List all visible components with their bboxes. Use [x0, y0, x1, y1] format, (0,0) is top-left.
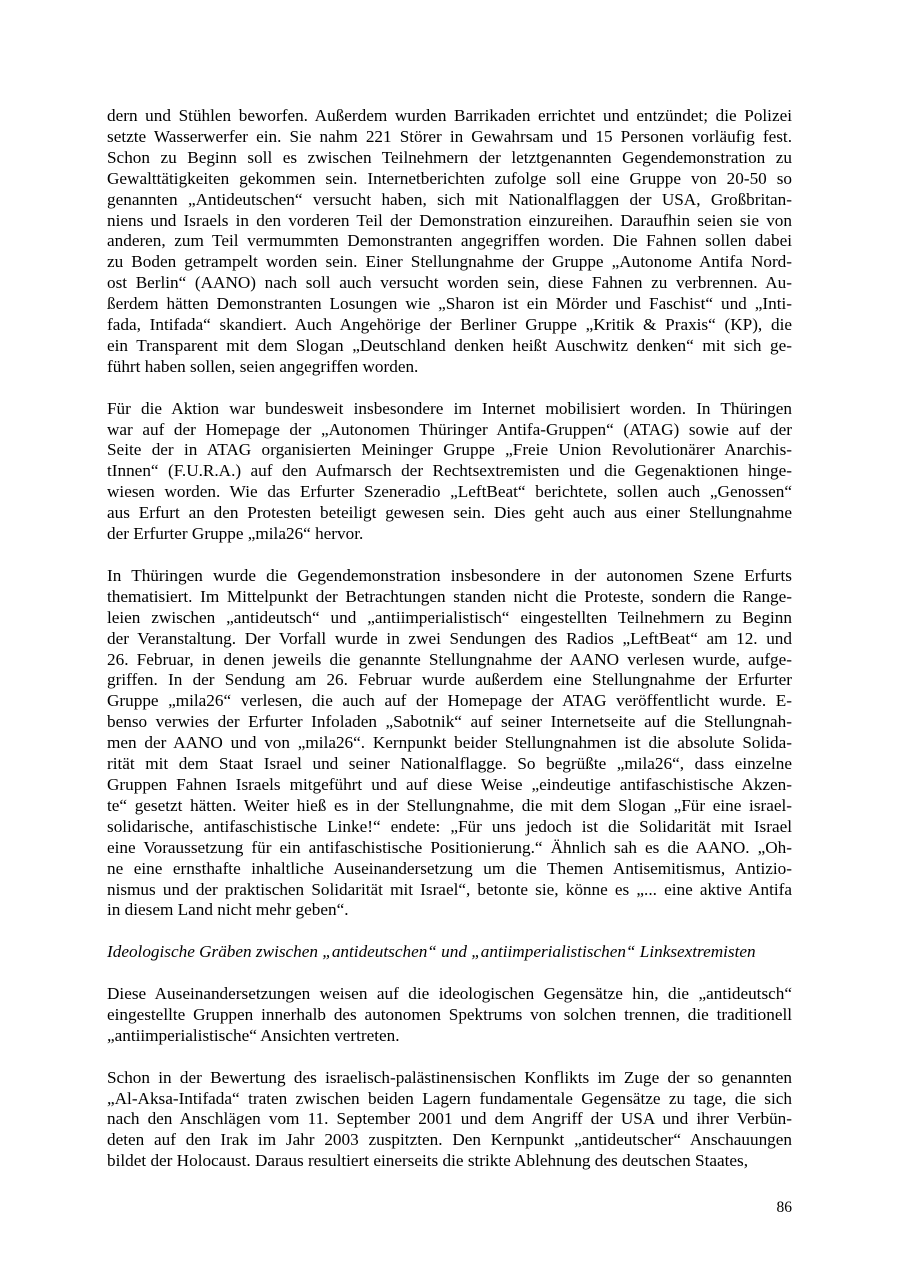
text-line: genannten „Antideutschen“ versucht haben, sich mit Nationalflaggen der USA, Großbritan-	[107, 189, 792, 209]
text-line: griffen. In der Sendung am 26. Februar wurde außerdem eine Stellungnahme der Erfurter	[107, 670, 792, 690]
page-number: 86	[776, 1199, 792, 1216]
paragraph-gap	[107, 378, 792, 399]
text-line: deten auf den Irak im Jahr 2003 zuspitzten. Den Kernpunkt „antideutscher“ Anschauungen	[107, 1130, 792, 1150]
paragraph	[107, 1068, 792, 1173]
text-line: ein Transparent mit dem Slogan „Deutschland denken heißt Auschwitz denken“ mit sich ge-	[107, 335, 792, 355]
text-line: 26. Februar, in denen jeweils die genannte Stellungnahme der AANO verlesen wurde, aufge-	[107, 649, 792, 669]
paragraph-gap	[107, 545, 792, 566]
text-line: Gewalttätigkeiten gekommen sein. Internetberichten zufolge soll eine Gruppe von 20-50 so	[107, 168, 792, 188]
text-line: aus Erfurt an den Protesten beteiligt gewesen sein. Dies geht auch aus einer Stellungnahme	[107, 503, 792, 523]
paragraph-gap	[107, 921, 792, 942]
text-line: Für die Aktion war bundesweit insbesondere im Internet mobilisiert worden. In Thüringen	[107, 398, 792, 418]
text-line: der Veranstaltung. Der Vorfall wurde in zwei Sendungen des Radios „LeftBeat“ am 12. und	[107, 628, 792, 648]
text-line: solidarische, antifaschistische Linke!“ endete: „Für uns jedoch ist die Solidarität mit Israel	[107, 816, 792, 836]
text-line: setzte Wasserwerfer ein. Sie nahm 221 Störer in Gewahrsam und 15 Personen vorläufig fest.	[107, 126, 792, 146]
text-line: führt haben sollen, seien angegriffen worden.	[107, 356, 419, 376]
text-line: der Erfurter Gruppe „mila26“ hervor.	[107, 524, 364, 544]
text-line: men der AANO und von „mila26“. Kernpunkt beider Stellungnahmen ist die absolute Solida-	[107, 733, 792, 753]
text-line: zu Boden getrampelt worden sein. Einer Stellungnahme der Gruppe „Autonome Antifa Nord-	[107, 252, 792, 272]
text-line: Seite der in ATAG organisierten Meininger Gruppe „Freie Union Revolutionärer Anarchis-	[107, 440, 792, 460]
text-line: war auf der Homepage der „Autonomen Thüringer Antifa-Gruppen“ (ATAG) sowie auf der	[107, 419, 792, 439]
text-line: rität mit dem Staat Israel und seiner Nationalflagge. So begrüßte „mila26“, dass einzelne	[107, 754, 792, 774]
paragraph-gap	[107, 963, 792, 984]
section-heading	[107, 942, 792, 963]
body-text	[107, 106, 792, 1172]
heading-line: Ideologische Gräben zwischen „antideutschen“ und „antiimperialistischen“ Linksextremisten	[107, 942, 756, 962]
text-line: Gruppe „mila26“ verlesen, die auch auf der Homepage der ATAG veröffentlicht wurde. E-	[107, 691, 792, 711]
text-line: benso verwies der Erfurter Infoladen „Sabotnik“ auf seiner Internetseite auf die Stellungnah-	[107, 712, 792, 732]
paragraph	[107, 106, 792, 378]
text-line: nismus und der praktischen Solidarität mit Israel“, betonte sie, könne es „... eine aktive Antifa	[107, 879, 792, 899]
paragraph	[107, 399, 792, 545]
text-line: Diese Auseinandersetzungen weisen auf die ideologischen Gegensätze hin, die „antideutsch“	[107, 984, 792, 1003]
paragraph	[107, 566, 792, 921]
text-line: Gruppen Fahnen Israels mitgeführt und auf diese Weise „eindeutige antifaschistische Akzen-	[107, 774, 792, 794]
text-line: anderen, zum Teil vermummten Demonstranten angegriffen worden. Die Fahnen sollen dabei	[107, 231, 792, 251]
paragraph-gap	[107, 1047, 792, 1068]
text-line: „antiimperialistische“ Ansichten vertreten.	[107, 1025, 400, 1045]
text-line: „Al-Aksa-Intifada“ traten zwischen beiden Lagern fundamentale Gegensätze zu tage, die sich	[107, 1088, 792, 1108]
text-line: niens und Israels in den vorderen Teil der Demonstration einzureihen. Daraufhin seien sie von	[107, 210, 792, 230]
text-line: fada, Intifada“ skandiert. Auch Angehörige der Berliner Gruppe „Kritik & Praxis“ (KP), die	[107, 315, 792, 335]
paragraph	[107, 984, 792, 1047]
text-line: wiesen worden. Wie das Erfurter Szeneradio „LeftBeat“ berichtete, sollen auch „Genossen“	[107, 482, 792, 502]
text-line: thematisiert. Im Mittelpunkt der Betrachtungen standen nicht die Proteste, sondern die Range-	[107, 586, 792, 606]
text-line: ne eine ernsthafte inhaltliche Auseinandersetzung um die Themen Antisemitismus, Antizio-	[107, 858, 792, 878]
text-line: dern und Stühlen beworfen. Außerdem wurden Barrikaden errichtet und entzündet; die Polizei	[107, 106, 792, 125]
text-line: Schon zu Beginn soll es zwischen Teilnehmern der letztgenannten Gegendemonstration zu	[107, 147, 792, 167]
text-line: ßerdem hätten Demonstranten Losungen wie „Sharon ist ein Mörder und Faschist“ und „Inti-	[107, 294, 792, 314]
text-line: Schon in der Bewertung des israelisch-palästinensischen Konflikts im Zuge der so genannten	[107, 1067, 792, 1087]
text-line: leien zwischen „antideutsch“ und „antiimperialistisch“ eingestellten Teilnehmern zu Beginn	[107, 607, 792, 627]
text-line: tInnen“ (F.U.R.A.) auf den Aufmarsch der Rechtsextremisten und die Gegenaktionen hinge-	[107, 461, 792, 481]
text-line: bildet der Holocaust. Daraus resultiert einerseits die strikte Ablehnung des deutschen Staates,	[107, 1151, 749, 1171]
text-line: nach den Anschlägen vom 11. September 2001 und dem Angriff der USA und ihrer Verbün-	[107, 1109, 792, 1129]
text-line: eingestellte Gruppen innerhalb des autonomen Spektrums von solchen trennen, die traditionell	[107, 1004, 792, 1024]
text-line: in diesem Land nicht mehr geben“.	[107, 900, 349, 920]
text-line: In Thüringen wurde die Gegendemonstration insbesondere in der autonomen Szene Erfurts	[107, 565, 792, 585]
text-line: eine Voraussetzung für ein antifaschistische Positionierung.“ Ähnlich sah es die AANO. „Oh-	[107, 837, 792, 857]
text-line: te“ gesetzt hätten. Weiter hieß es in der Stellungnahme, die mit dem Slogan „Für eine israel-	[107, 795, 792, 815]
text-line: ost Berlin“ (AANO) nach soll auch versucht worden sein, diese Fahnen zu verbrennen. Au-	[107, 273, 792, 293]
